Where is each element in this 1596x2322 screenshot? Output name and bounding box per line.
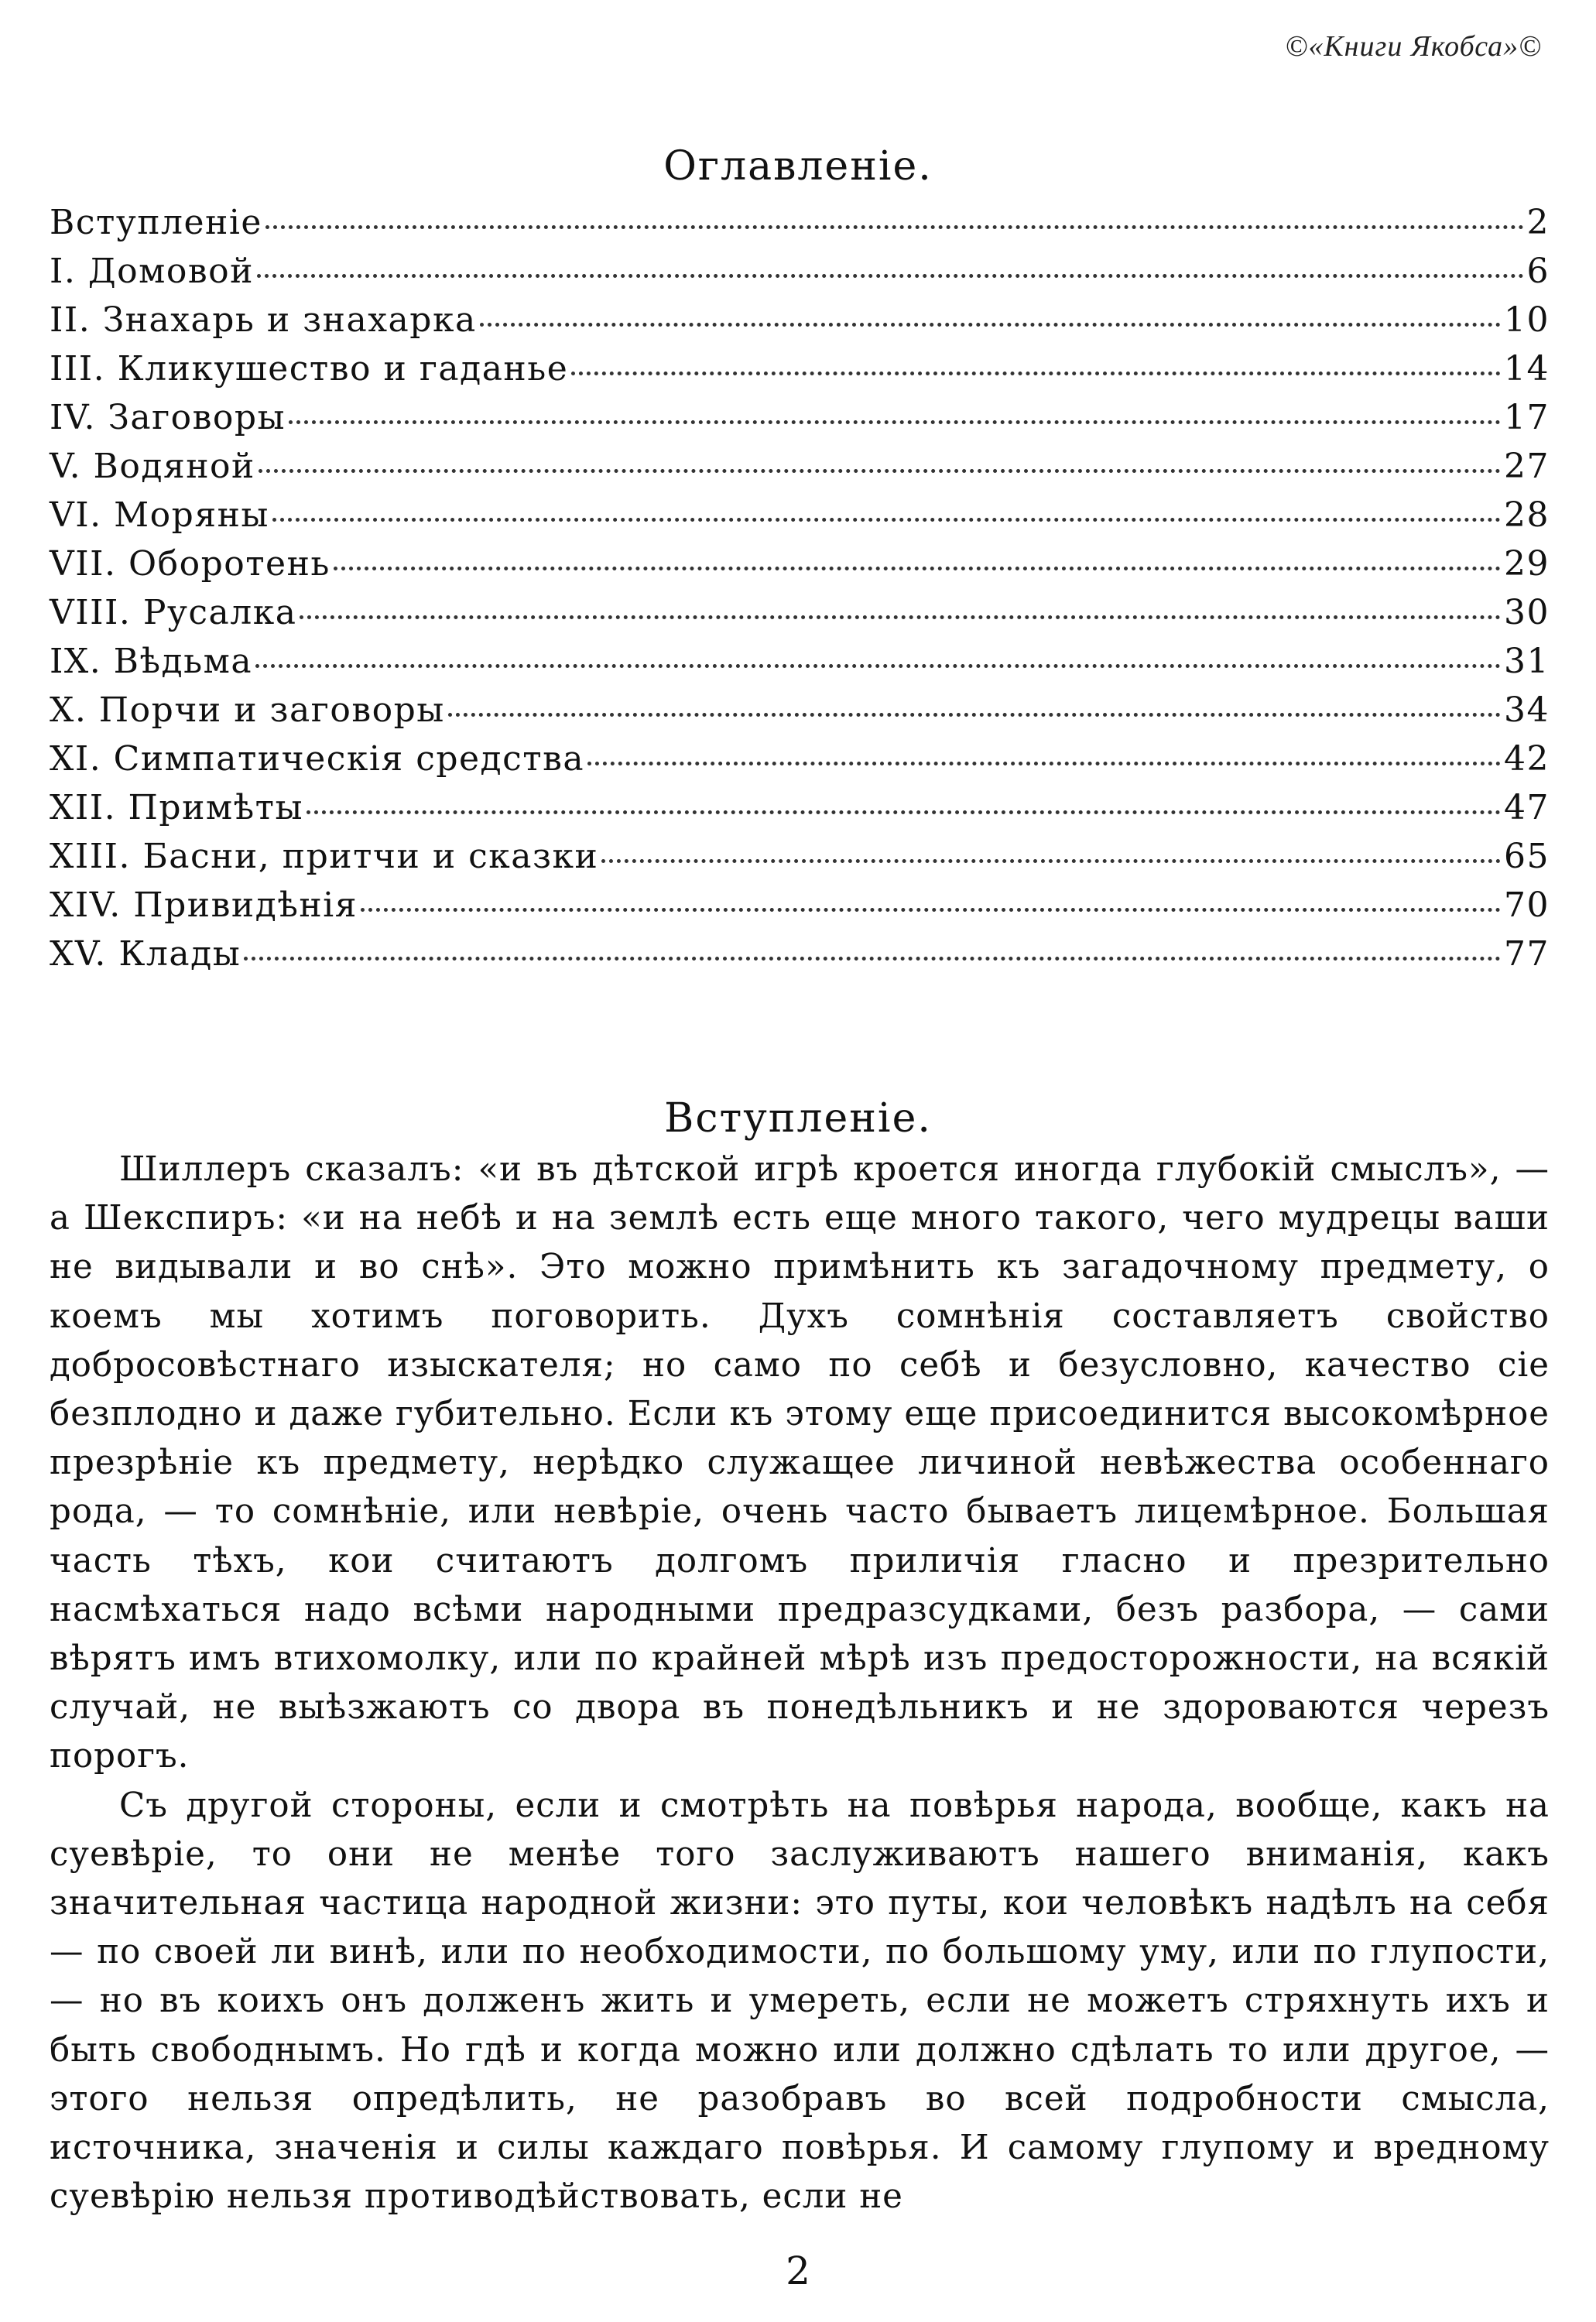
toc-leader-dots [257,274,1524,278]
toc-leader-dots [265,225,1524,229]
toc-entry[interactable] [50,495,1550,544]
paragraph: Съ другой стороны, если и смотрѣть на повѣрья народа, вообще, какъ на суевѣріе, то они не менѣе того заслуживаютъ нашего вниманія, какъ значительная частица народной жизни: это путы, кои человѣкъ надѣлъ на себя — по своей ли винѣ, или по необходимости, по большому уму, или по глупости, — но въ коихъ онъ долженъ жить и умереть, если не можетъ стряхнуть ихъ и быть свободнымъ. Но гдѣ и когда можно или должно сдѣлать то или другое, — этого нельзя опредѣлить, не разобравъ во всей подробности смысла, источника, значенія и силы каждаго повѣрья. И самому глупому и вредному суевѣрію нельзя противодѣйствовать, если не [50,1786,1550,2217]
toc-entry-label: V. Водяной [50,447,255,486]
toc-entry-label: XIII. Басни, притчи и сказки [50,837,599,876]
toc-entry[interactable] [50,837,1550,885]
toc-entry-label: VII. Оборотень [50,544,331,584]
toc-entry-label: II. Знахарь и знахарка [50,300,477,340]
toc-leader-dots [244,957,1501,961]
toc-entry[interactable] [50,203,1550,252]
section-title: Вступленіе. [664,1095,932,1142]
toc-entry-page: 2 [1526,203,1550,242]
toc-entry-label: Вступленіе [50,203,262,242]
toc-entry-label: VIII. Русалка [50,593,297,632]
toc-entry[interactable] [50,934,1550,983]
toc-entry-label: X. Порчи и заговоры [50,690,445,730]
toc-entry[interactable] [50,544,1550,593]
toc-entry-page: 31 [1504,642,1550,681]
toc-leader-dots [587,762,1501,765]
toc-leader-dots [361,908,1501,912]
page-number: 2 [786,2248,810,2293]
toc-entry-page: 10 [1504,300,1550,340]
toc-entry-label: IV. Заговоры [50,398,286,437]
toc-entry-label: I. Домовой [50,252,254,291]
toc-entry-label: XI. Симпатическія средства [50,739,585,779]
toc-entry[interactable] [50,447,1550,495]
toc-entry-page: 42 [1504,739,1550,779]
toc-entry[interactable] [50,300,1550,349]
toc-entry[interactable] [50,398,1550,447]
toc-entry-label: III. Кликушество и гаданье [50,349,569,389]
toc-entry-label: XV. Клады [50,934,241,974]
toc-entry[interactable] [50,593,1550,642]
toc-entry-page: 14 [1504,349,1550,389]
toc-entry-page: 77 [1504,934,1550,974]
toc-entry-page: 47 [1504,788,1550,827]
toc-entry-page: 65 [1504,837,1550,876]
toc-entry-page: 6 [1526,252,1550,291]
toc-leader-dots [334,567,1501,570]
toc-entry[interactable] [50,252,1550,300]
body-text [50,1146,1550,2221]
toc-leader-dots [259,469,1501,473]
toc-leader-dots [480,323,1501,327]
toc-entry-page: 29 [1504,544,1550,584]
toc-entry-page: 30 [1504,593,1550,632]
toc-entry-page: 70 [1504,885,1550,925]
toc-entry[interactable] [50,690,1550,739]
table-of-contents [50,203,1550,983]
watermark: ©«Книги Якобса»© [1285,30,1542,63]
toc-entry[interactable] [50,885,1550,934]
toc-entry-label: VI. Моряны [50,495,269,535]
toc-leader-dots [289,420,1501,424]
toc-leader-dots [601,859,1501,863]
toc-leader-dots [255,664,1501,668]
toc-leader-dots [307,810,1501,814]
toc-entry[interactable] [50,788,1550,837]
toc-entry-label: IX. Вѣдьма [50,642,253,681]
toc-leader-dots [448,713,1501,717]
toc-entry[interactable] [50,642,1550,690]
toc-entry-label: XIV. Привидѣнія [50,885,358,925]
toc-entry[interactable] [50,739,1550,788]
toc-leader-dots [272,518,1501,522]
toc-entry-page: 34 [1504,690,1550,730]
toc-entry-page: 28 [1504,495,1550,535]
toc-entry-page: 17 [1504,398,1550,437]
toc-leader-dots [571,372,1501,375]
toc-entry[interactable] [50,349,1550,398]
paragraph: Шиллеръ сказалъ: «и въ дѣтской игрѣ кроется иногда глубокій смыслъ», — а Шекспиръ: «и на небѣ и на землѣ есть еще много такого, чего мудрецы ваши не видывали и во снѣ». Это можно примѣнить къ загадочному предмету, о коемъ мы хотимъ поговорить. Духъ сомнѣнія составляетъ свойство добросовѣстнаго изыскателя; но само по себѣ и безусловно, качество сіе безплодно и даже губительно. Если къ этому еще присоединится высокомѣрное презрѣніе къ предмету, нерѣдко служащее личиной невѣжества особеннаго рода, — то сомнѣніе, или невѣріе, очень часто бываетъ лицемѣрное. Большая часть тѣхъ, кои считаютъ долгомъ приличія гласно и презрительно насмѣхаться надо всѣми народными предразсудками, безъ разбора, — сами вѣрятъ имъ втихомолку, или по крайней мѣрѣ изъ предосторожности, на всякій случай, не выѣзжаютъ со двора въ понедѣльникъ и не здороваются черезъ порогъ. [50,1150,1550,1776]
toc-entry-label: XII. Примѣты [50,788,304,827]
toc-title: Оглавленіе. [663,142,933,190]
toc-entry-page: 27 [1504,447,1550,486]
toc-leader-dots [300,615,1501,619]
